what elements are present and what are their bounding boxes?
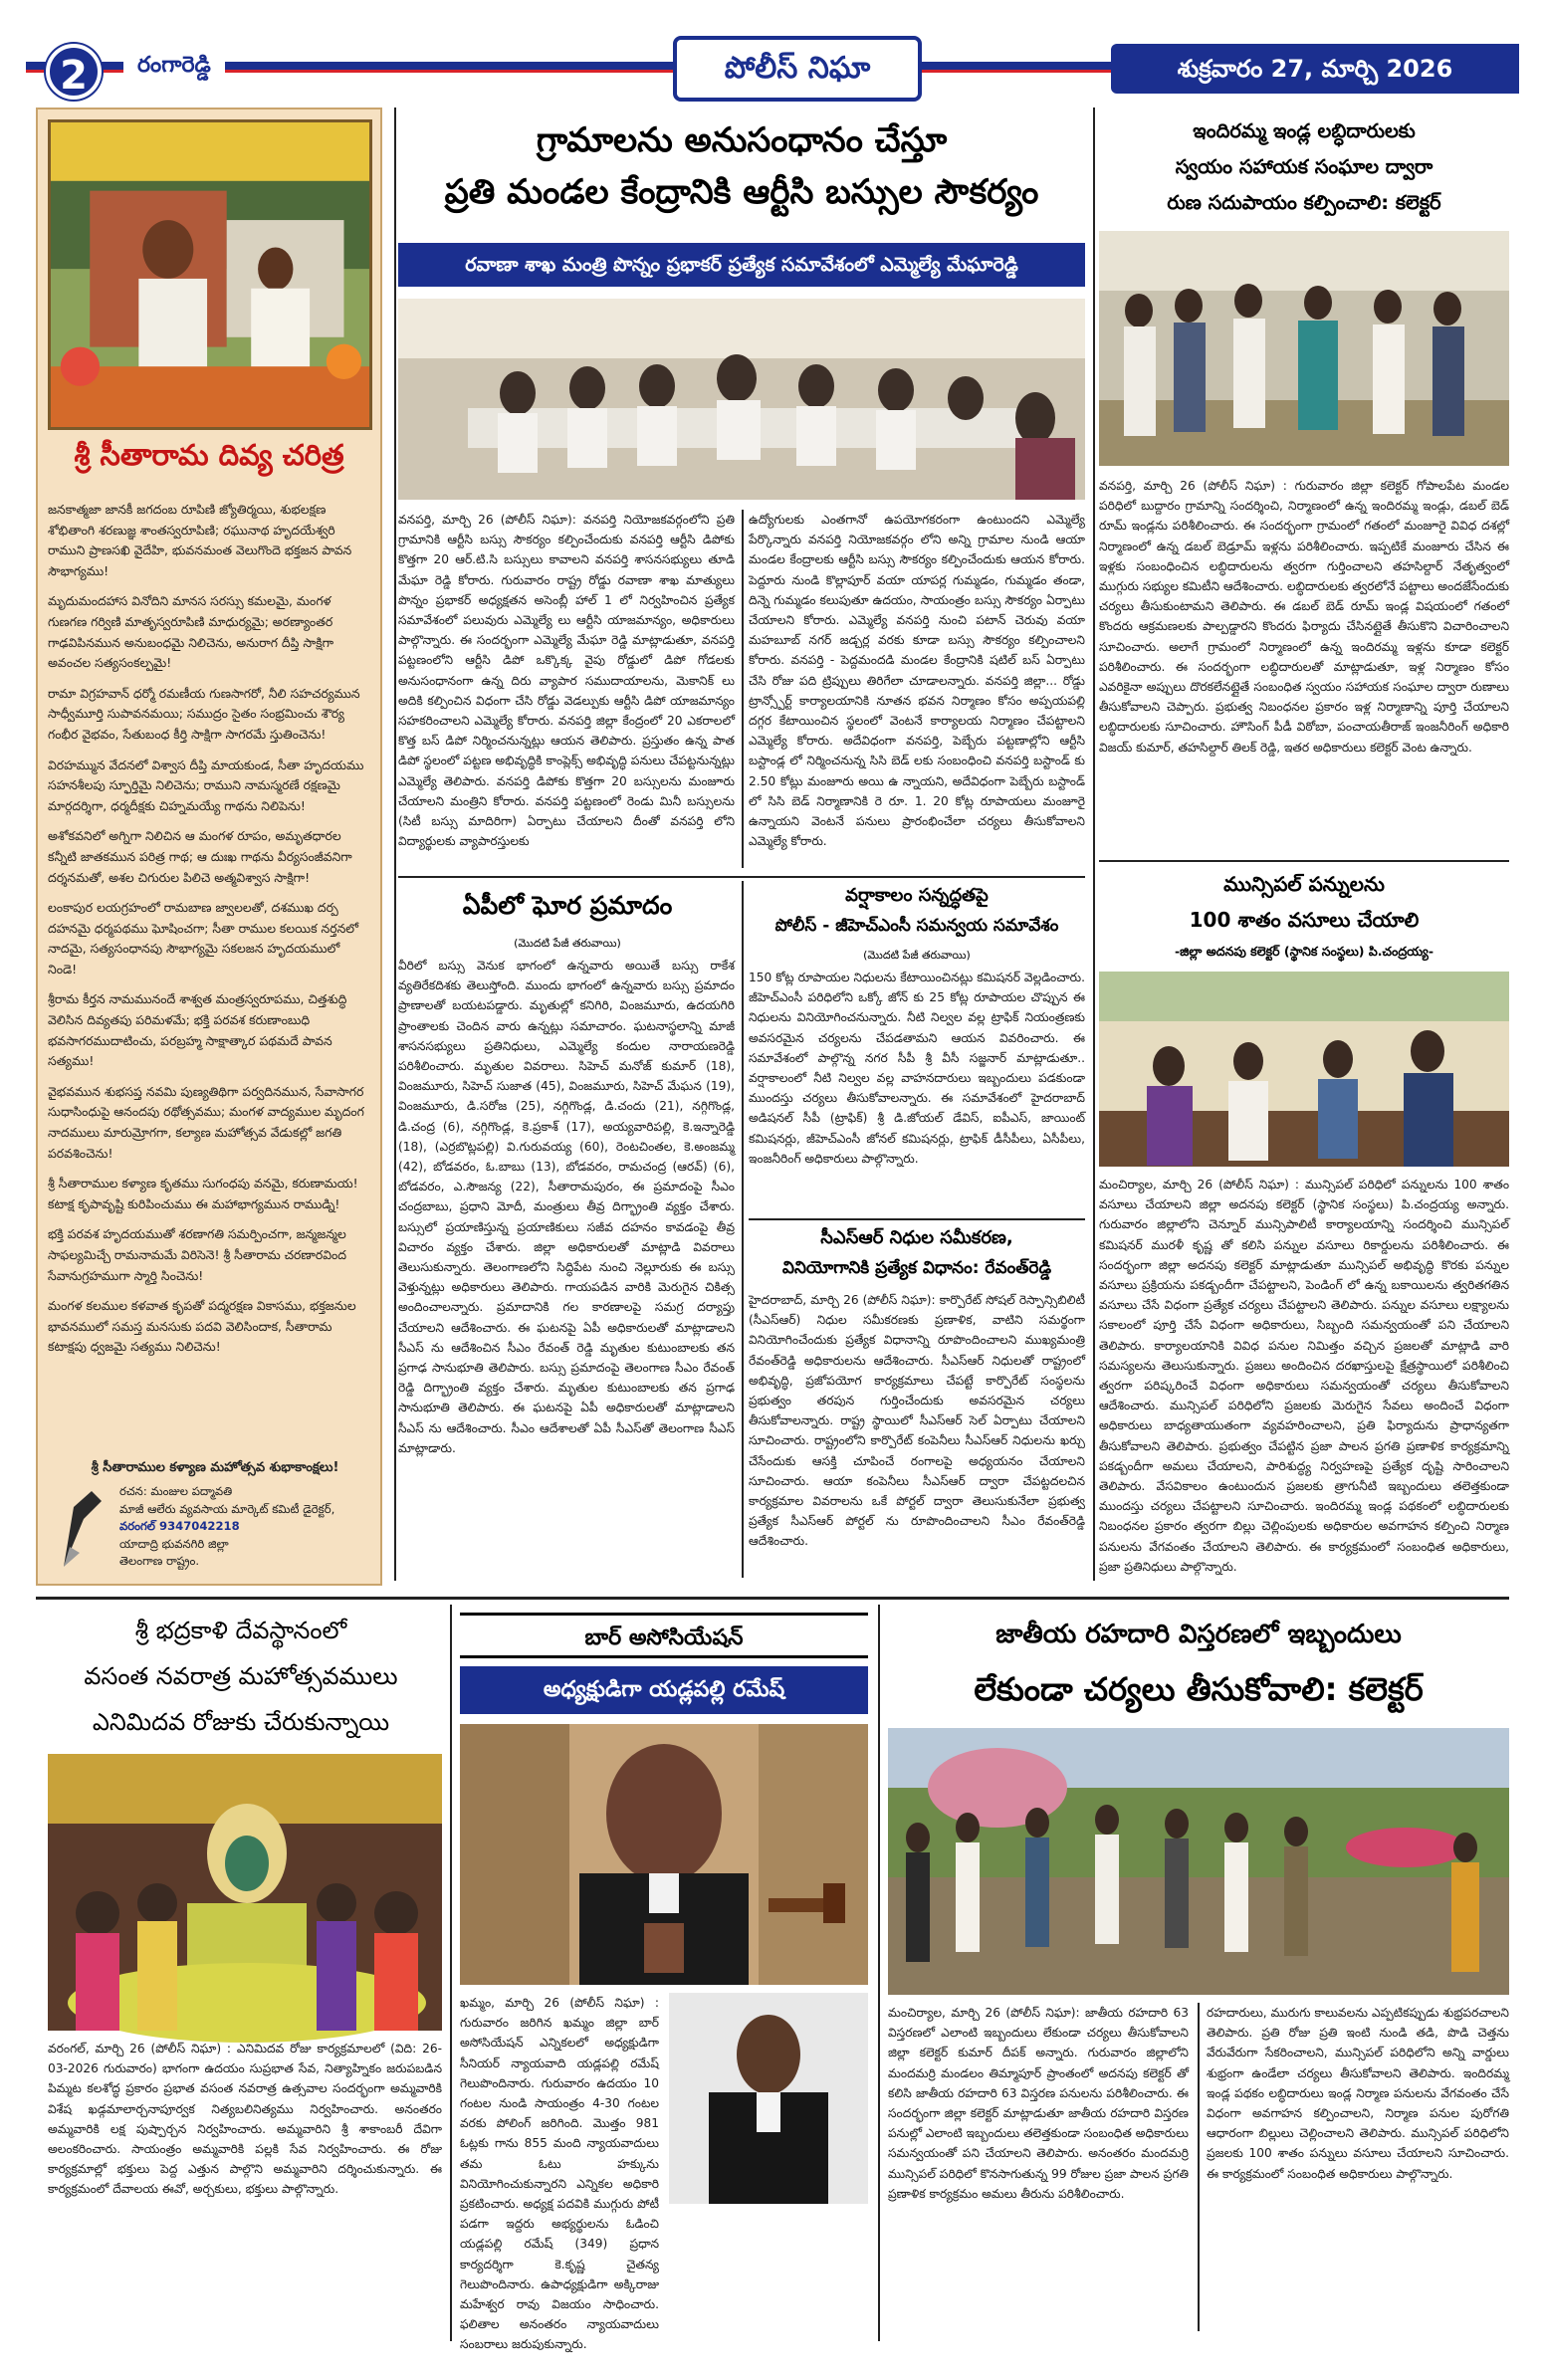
district-label: రంగారెడ్డి <box>123 46 225 86</box>
column-rule <box>1093 108 1095 1581</box>
author-box <box>48 1483 372 1579</box>
ap-accident-body: వీరిలో బస్సు వెనుక భాగంలో ఉన్నవారు అయితే బస్సు రాకేశ వ్యతిరేకదిశకు తెలుస్తోంది. ముందు భాగంలో ఉన్నవారు బస్సు ప్రమాదం ప్రాణాలతో బయటపడ్డారు. మృతుల్లో కనిగిరి, వింజమూరు, ఉదయగిరి ప్రాంతాలకు చెందిన వారు ఉన్నట్లు సమాచారం. ఘటనాస్థలాన్ని మాజీ శాసనసభ్యులు ప్రతినిధులు, ఎమ్మెల్యే కందుల నారాయణరెడ్డి పరిశీలించారు. మృతుల వివరాలు. సిహెచ్ మనోజ్ కుమార్ (18), వింజమూరు, సిహెచ్ సుజాత (45), వింజమూరు, సిహెచ్ మేఘన (19), వింజమూరు, డి.సరోజ (25), నగ్గిగొండ్ల, డి.చందు (21), నగ్గిగొండ్ల, డి.చంద్ర (6), నగ్గిగొండ్ల, కె.ప్రకాశ్ (17), అయ్యవారిపల్లి, కె.ఇన్నారెడ్డి (18), (ఎర్రబొట్లపల్లి) వి.గురువయ్య (60), రెంటచింతల, కె.అంజమ్మ (42), బోడవరం, ఓ.బాబు (13), బోడవరం, రామచంద్ర (ఆరవ్) (6), బోడవరం, ఎ.సౌజన్య (22), సీతారామపురం, ఈ ప్రమాదంపై సీఎం చంద్రబాబు, ప్రధాని మోదీ, మంత్రులు తీవ్ర దిగ్భ్రాంతి వ్యక్తం చేశారు. బస్సులో ప్రయాణిస్తున్న ప్రయాణికులు సజీవ దహనం కావడంపై తీవ్ర విచారం వ్యక్తం చేశారు. జిల్లా అధికారులతో మాట్లాడి వివరాలు తెలుసుకున్నారు. తెలంగాణలోని సిద్ధిపేట నుంచి నెల్లూరుకు ఈ బస్సు వెళ్తున్నట్లు అధికారులు తెలిపారు. గాయపడిన వారికి మెరుగైన చికిత్స అందించాలన్నారు. ప్రమాదానికి గల కారణాలపై సమగ్ర దర్యాప్తు చేయాలని ఆదేశించారు. ఈ ఘటనపై ఏపీ అధికారులతో మాట్లాడాలని సీఎస్ ను ఆదేశించిన సీఎం రేవంత్ రెడ్డి మృతుల కుటుంబాలకు తన ప్రగాఢ సానుభూతి తెలిపారు. బస్సు ప్రమాదంపై తెలంగాణ సీఎం రేవంత్ రెడ్డి దిగ్భ్రాంతి వ్యక్తం చేశారు. మృతుల కుటుంబాలకు తన ప్రగాఢ సానుభూతి తెలిపారు. ఈ ఘటనపై ఏపీ అధికారులతో మాట్లాడాలని సీఎస్ ను ఆదేశించారు. సీఎం ఆదేశాలతో ఏపీ సీఎస్‌తో తెలంగాణ సీఎస్ మాట్లాడారు. <box>398 959 735 1455</box>
poem-stanza: వైభవమున శుభసప్త నవమి పుణ్యతిథిగా పర్వదినమున, సేవాసాగర సుధాసింధుపై ఆనందపు రథోత్సవము; మంగళ వాద్యముల మృదంగ నాదములు మారుమ్రోగగా, కల్యాణ మహోత్సవ వేడుకల్లో జగతి పరవశించెను! <box>48 1083 364 1161</box>
bar-headline-2: అధ్యక్షుడిగా యడ్లపల్లి రమేష్ <box>460 1666 868 1714</box>
highway-headline-1: జాతీయ రహదారి విస్తరణలో ఇబ్బందులు <box>995 1620 1402 1649</box>
csr-body: హైదరాబాద్, మార్చి 26 (పోలీస్ నిఘా): కార్పొరేట్ సోషల్ రెస్పాన్సిబిలిటీ (సీఎస్ఆర్) నిధుల సమీకరణకు ప్రణాళిక, వాటిని సమర్థంగా వినియోగించేందుకు ప్రత్యేక విధానాన్ని రూపొందించాలని ముఖ్యమంత్రి రేవంత్‌రెడ్డి అధికారులను ఆదేశించారు. సీఎస్ఆర్ నిధులతో రాష్ట్రంలో అభివృద్ధి, ప్రజోపయోగ కార్యక్రమాలు చేపట్టే కార్పొరేట్ సంస్థలను ప్రభుత్వం తరపున గుర్తించేందుకు అవసరమైన చర్యలు తీసుకోవాలన్నారు. రాష్ట్ర స్థాయిలో సీఎస్ఆర్ సెల్ ఏర్పాటు చేయాలని సూచించారు. రాష్ట్రంలోని కార్పొరేట్ కంపెనీలు సీఎస్ఆర్ నిధులను ఖర్చు చేసేందుకు ఆసక్తి చూపించే రంగాలపై అధ్యయనం చేయాలని సూచించారు. ఆయా కంపెనీలు సీఎస్ఆర్ ద్వారా చేపట్టదలచిన కార్యక్రమాల వివరాలను ఒకే పోర్టల్ ద్వారా తెలుసుకునేలా ప్రభుత్వ ప్రత్యేక సీఎస్ఆర్ పోర్టల్ ను రూపొందించాలని సీఎం రేవంత్‌రెడ్డి ఆదేశించారు. <box>749 1293 1085 1549</box>
indiramma-body: వనపర్తి, మార్చి 26 (పోలీస్ నిఘా) : గురువారం జిల్లా కలెక్టర్ గోపాలపేట మండల పరిధిలో బుద్దారం గ్రామాన్ని సందర్శించి, నిర్మాణంలో ఉన్న ఇందిరమ్మ ఇండ్లు, డబల్ బెడ్ రూమ్ ఇండ్లను పరిశీలించారు. ఈ సందర్భంగా గ్రామంలో గతంలో మంజూరై వివిధ దశల్లో నిర్మాణంలో ఉన్న డబల్ బెడ్రూమ్ ఇళ్లను పరిశీలించారు. ఇప్పటికే మంజూరు చేసిన ఈ ఇళ్లకు సంబంధించిన లబ్ధిదారులను త్వరగా గుర్తించాలని తహసిల్దార్ నేతృత్వంలో ముగ్గురు సభ్యుల కమిటీని ఆదేశించారు. లబ్ధిదారులకు త్వరలోనే పట్టాలు అందజేసేందుకు చర్యలు తీసుకుంటామని తెలిపారు. ఈ డబల్ బెడ్ రూమ్ ఇండ్ల విషయంలో గతంలో కొందరు ఆక్రమణలకు పాల్పడ్డారని కొందరు ఫిర్యాదు చేసినట్లైతే తీసుకొని విచారించాలని సూచించారు. అలాగే గ్రామంలో నిర్మాణంలో ఉన్న ఇందిరమ్మ ఇళ్లను కూడా కలెక్టర్ పరిశీలించారు. ఈ సందర్భంగా లబ్ధిదారులతో మాట్లాడుతూ, ఇళ్ల నిర్మాణం కోసం ఎవరికైనా అప్పులు దొరకలేనట్లైతే సంబంధిత స్వయం సహాయక సంఘాల ద్వారా రుణాలు తీసుకోవాలని చెప్పారు. ప్రభుత్వ నిబంధనల ప్రకారం ఇళ్ల నిర్మాణాన్ని పూర్తి చేయాలని లబ్ధిదారులకు సూచించారు. హౌసింగ్ పీడీ విఠోబా, పంచాయతీరాజ్ ఇంజనీరింగ్ అధికారి విజయ్ కుమార్, తహసిల్దార్ తిలక్ రెడ్డి, ఇతర అధికారులు కలెక్టర్ వెంట ఉన్నారు. <box>1099 479 1509 755</box>
page-number: 2 <box>46 44 102 100</box>
author-line: మాజీ ఆలేరు వ్యవసాయ మార్కెట్ కమిటీ డైరెక్టర్, <box>119 1501 335 1516</box>
highway-body-col1: మంచిర్యాల, మార్చి 26 (పోలీస్ నిఘా): జాతీయ రహదారి 63 విస్తరణలో ఎలాంటి ఇబ్బందులు లేకుండా చర్యలు తీసుకోవాలని జిల్లా కలెక్టర్ కుమార్ దీపక్ అన్నారు. గురువారం జిల్లాలోని మందమర్రి మండలం తిమ్మాపూర్ ప్రాంతంలో అదనపు కలెక్టర్ తో కలిసి జాతీయ రహదారి 63 విస్తరణ పనులను పరిశీలించారు. ఈ సందర్భంగా జిల్లా కలెక్టర్ మాట్లాడుతూ జాతీయ రహదారి విస్తరణ పనుల్లో ఎలాంటి ఇబ్బందులు తలెత్తకుండా సంబంధిత అధికారులు సమన్వయంతో పని చేయాలని తెలిపారు. అనంతరం మందమర్రి మున్సిపల్ పరిధిలో కొనసాగుతున్న 99 రోజుల ప్రజా పాలన ప్రగతి ప్రణాళిక కార్యక్రమం అమలు తీరును పరిశీలించారు. <box>888 2006 1189 2201</box>
lead-headline: గ్రామాలను అనుసంధానం చేస్తూ <box>536 120 948 160</box>
meeting-photo <box>398 299 1085 500</box>
column-rule <box>742 881 744 1578</box>
author-line: వరంగల్ 9347042218 <box>119 1519 240 1534</box>
poem-stanza: శ్రీ సీతారాముల కళ్యాణ కృతము సుగంధపు వనమై, కరుణామయ! కటాక్ష కృపావృష్టి కురిపించుము ఈ మహాభాగ్యమున రాముడ్ని! <box>48 1176 358 1211</box>
municipal-headline-2: 100 శాతం వసూలు చేయాలి <box>1189 908 1420 932</box>
csr-headline-1: సీఎస్ఆర్ నిధుల సమీకరణ, <box>820 1227 1013 1248</box>
lead-subheadline: రవాణా శాఖ మంత్రి పొన్నం ప్రభాకర్ ప్రత్యేక సమావేశంలో ఎమ్మెల్యే మేఘారెడ్డి <box>398 243 1085 287</box>
column-rule <box>450 1605 452 2341</box>
indiramma-headline-3: రుణ సదుపాయం కల్పించాలి: కలెక్టర్ <box>1167 191 1441 214</box>
bar-body: ఖమ్మం, మార్చి 26 (పోలీస్ నిఘా) : గురువారం జరిగిన ఖమ్మం జిల్లా బార్ అసోసియేషన్ ఎన్నికలలో అధ్యక్షుడిగా సీనియర్ న్యాయవాది యడ్లపల్లి రమేష్ గెలుపొందినారు. గురువారం ఉదయం 10 గంటల నుండి సాయంత్రం 4-30 గంటల వరకు పోలింగ్ జరిగింది. మొత్తం 981 ఓట్లకు గాను 855 మంది న్యాయవాదులు తమ ఓటు హక్కును వినియోగించుకున్నారని ఎన్నికల అధికారి ప్రకటించారు. అధ్యక్ష పదవికి ముగ్గురు పోటీ పడగా ఇద్దరు అభ్యర్థులను ఓడించి యడ్లపల్లి రమేష్ (349) ప్రధాన కార్యదర్శిగా కె.కృష్ణ చైతన్య గెలుపొందినారు. ఉపాధ్యక్షుడిగా అక్కిరాజు మహేశ్వర రావు విజయం సాధించారు. ఫలితాల అనంతరం న్యాయవాదులు సంబరాలు జరుపుకున్నారు. <box>460 1996 659 2352</box>
lead-headline-2: ప్రతి మండల కేంద్రానికి ఆర్టీసి బస్సుల సౌకర్యం <box>444 172 1039 212</box>
advocate-portrait <box>460 1724 868 1985</box>
poem-stanza: శ్రీరామ కీర్తన నామమునందే శాశ్వత మంత్రస్వరూపము, చిత్తశుద్ధి వెలిసిన దివ్యతపు పరిమళమే; భక్తి పరవశ కరుణాంబుధి భవసాగరముదాటించు, పరబ్రహ్మ సాక్షాత్కార పథమదే పావన సత్యము! <box>48 991 347 1069</box>
poem-stanza: అశోకవనిలో అగ్నిగా నిలిచిన ఆ మంగళ రూపం, అమృతధారల కన్నీటి జాతకమున పరిత్ర గాథ; ఆ దుఃఖ గాథను వీర్యసంజీవనిగా దర్శనమతో, అశల చిగురుల పిలిచె అత్మవిశ్వాస సాక్షిగా! <box>48 828 352 885</box>
poem-stanza: లంకాపుర లయగ్రహంలో రామబాణ జ్వాలలతో, దశముఖ దర్ప దహనమై ధర్మపథము ఘోషించగా; సీతా రాముల కలయిక నర్తనలో నాదమై, సత్యసంధానపు సౌభాగ్యమై సకలజన హృదయములో నిండె! <box>48 900 359 976</box>
ritual-photo <box>48 119 372 430</box>
poem-stanza: మృదుమందహాస వినోదిని మానస సరస్సు కమలమై, మంగళ గుణగణ గర్విణి మాతృస్వరూపిణి మాధుర్యమై; అరణ్యాంతర గాఢవిపినమున అనుబంధమై నిలిచెను, అనురాగ దీప్తి సాక్షిగా అవంచల సత్యసంకల్పమై! <box>48 593 334 671</box>
section-rule <box>398 876 1085 878</box>
author-line: యాదాద్రి భువనగిరి జిల్లా <box>119 1536 229 1551</box>
municipal-body: మంచిర్యాల, మార్చి 26 (పోలీస్ నిఘా) : మున్సిపల్ పరిధిలో పన్నులను 100 శాతం వసూలు చేయాలని జిల్లా అదనపు కలెక్టర్ (స్థానిక సంస్థలు) పి.చంద్రయ్య అన్నారు. గురువారం జిల్లాలోని చెన్నూర్ మున్సిపాలిటీ కార్యాలయాన్ని సందర్శించి మున్సిపల్ కమిషనర్ మురళీ కృష్ణ తో కలిసి పన్నుల వసూలు రికార్డులను పరిశీలించారు. ఈ సందర్భంగా జిల్లా అదనపు కలెక్టర్ మాట్లాడుతూ మున్సిపల్ అభివృద్ధి కొరకు పన్నుల వసూలు ప్రక్రియను పకడ్బందీగా చేపట్టాలని, పెండింగ్ లో ఉన్న బకాయిలను త్వరితగతిన వసూలు చేసే విధంగా ప్రత్యేక చర్యలు చేపట్టాలని తెలిపారు. పన్నుల వసూలు లక్ష్యాలను సకాలంలో పూర్తి చేసే విధంగా అధికారులు, సిబ్బంది సమన్వయంతో పని చేయాలని తెలిపారు. కార్యాలయానికి వివిధ పనుల నిమిత్తం వచ్చిన ప్రజలతో మాట్లాడి వారి సమస్యలను తెలుసుకున్నారు. ప్రజలు అందించిన దరఖాస్తులపై క్షేత్రస్థాయిలో పరిశీలించి త్వరగా పరిష్కరించే విధంగా అధికారులు సమన్వయంతో చర్యలు తీసుకోవాలని ఆదేశించారు. మున్సిపల్ పరిధిలోని ప్రజలకు మెరుగైన సేవలు అందించే విధంగా అధికారులు బాధ్యతాయుతంగా వ్యవహరించాలని, ప్రతి ఫిర్యాదును ప్రాధాన్యతగా తీసుకోవాలని తెలిపారు. ప్రభుత్వం చేపట్టిన ప్రజా పాలన ప్రగతి ప్రణాళిక కార్యక్రమాన్ని పకడ్బందీగా అమలు చేయాలని, పారిశుద్ధ్య నిర్వహణపై ప్రత్యేక దృష్టి సారించాలని తెలిపారు. వేసవికాలం ఉంటుందున ప్రజలకు త్రాగునీటి ఇబ్బందులు తలెత్తకుండా ముందస్తు చర్యలు చేపట్టాలని సూచించారు. ఇందిరమ్మ ఇండ్ల పథకంలో లబ్ధిదారులకు నిబంధనల ప్రకారం త్వరగా బిల్లు చెల్లింపులకు అధికారుల అవగాహన కల్పించి నిర్మాణ పనులను వేగవంతం చేయాలని తెలిపారు. ఈ కార్యక్రమంలో సంబంధిత అధికారులు, ప్రజా ప్రతినిధులు పాల్గొన్నారు. <box>1099 1178 1509 1574</box>
devotional-footer: శ్రీ సీతారాముల కళ్యాణ మహోత్సవ శుభాకాంక్షలు! <box>91 1460 339 1475</box>
municipal-headline-1: మున్సిపల్ పన్నులను <box>1223 872 1385 896</box>
paper-name: పోలీస్ నిఘా <box>673 36 922 102</box>
section-rule <box>36 1597 1509 1600</box>
poem-stanza: మంగళ కలముల కళవాత కృపతో పద్మరక్షణ వికాసము, భక్తజనుల భావనములో సమస్త మనసుకు పదవి వెలిసిందాక, సీతారామ కటాక్షపు ధ్వజమై సత్యము నిలిచెను! <box>48 1298 356 1355</box>
monsoon-body: 150 కోట్ల రూపాయల నిధులను కేటాయించినట్లు కమిషనర్ వెల్లడించారు. జీహెచ్ఎంసీ పరిధిలోని ఒక్కో జోన్ కు 25 కోట్ల రూపాయల చొప్పున ఈ నిధులను వినియోగించనున్నారు. నీటి నిల్వల వల్ల ట్రాఫిక్ నియంత్రణకు అవసరమైన చర్యలను చేపడతామని ఆయన వివరించారు. ఈ సమావేశంలో పాల్గొన్న నగర సీపీ శ్రీ వీసీ సజ్జనార్ మాట్లాడుతూ.. వర్షాకాలంలో నీటి నిల్వల వల్ల వాహనదారులు ఇబ్బందులు పడకుండా ముందస్తు చర్యలు తీసుకోవాలన్నారు. ఈ సమావేశంలో హైదరాబాద్ అడిషనల్ సీపీ (ట్రాఫిక్) శ్రీ డి.జోయల్ డేవిస్, ఐపీఎస్, జాయింట్ కమిషనర్లు, జీహెచ్ఎంసీ జోనల్ కమిషనర్లు, ట్రాఫిక్ డీసీపీలు, ఏసీపీలు, ఇంజనీరింగ్ అధికారులు పాల్గొన్నారు. <box>749 971 1085 1166</box>
highway-inspection-photo <box>888 1728 1509 1995</box>
column-rule <box>878 1605 880 2341</box>
poem-stanza: విరహమ్మున వేదనలో విశ్వాస దీప్తి మాయకుండ, సీతా హృదయము సహనశీలపు స్ఫూర్తిమై నిలిచెను; రాముని నామస్మరణే రక్షణమై మార్గదర్శిగా, ధర్మదీక్షకు చిహ్నమయ్యే గాథను నిలిపెను! <box>48 757 364 813</box>
column-rule <box>742 510 744 868</box>
poem-stanza: జనకాత్మజా జానకీ జగదంబ రూపిణి జ్యోతిర్మయి, శుభలక్షణ శోభితాంగి శరణుజ్ఞ శాంతస్వరూపిణి; రఘునాథ హృదయేశ్వరి రాముని ప్రాణసఖి వైదేహి, భువనమంత వెలుగొందె భక్తజన పావన సౌభాగ్యము! <box>48 502 352 578</box>
monsoon-continued: (మొదటి పేజీ తరువాయి) <box>863 949 971 962</box>
poem-stanza: రామా విగ్రహవాన్ ధర్మో రమణీయ గుణసాగరో, నీలి సహచర్యమున సాధ్వీమూర్తి సుపావనమయి; సముద్రం సైతం సంభ్రమించు శౌర్య గంభీర వైభవం, సేతుబంధ కీర్తి సాక్షిగా సాగరమే స్తుతించెను! <box>48 685 360 742</box>
csr-headline-2: వినియోగానికి ప్రత్యేక విధానం: రేవంత్‌రెడ్డి <box>781 1258 1052 1278</box>
bhadrakali-headline-3: ఎనిమిదవ రోజుకు చేరుకున్నాయి <box>92 1708 390 1736</box>
pen-icon <box>54 1487 113 1573</box>
devotional-poem <box>48 500 372 1368</box>
indiramma-headline-2: స్వయం సహాయక సంఘాల ద్వారా <box>1175 155 1433 178</box>
bar-headline-1: బార్ అసోసియేషన్ <box>460 1613 868 1658</box>
author-credit <box>119 1483 368 1571</box>
author-line: తెలంగాణ రాష్ట్రం. <box>119 1554 200 1569</box>
section-rule <box>1099 860 1509 862</box>
devotional-title: శ్రీ సీతారామ దివ్య చరిత్ర <box>74 438 344 472</box>
column-rule <box>394 108 396 1581</box>
issue-date: శుక్రవారం 27, మార్చి 2026 <box>1111 44 1519 94</box>
section-rule <box>749 1218 1085 1220</box>
municipal-byline: -జిల్లా అదనపు కలెక్టర్ (స్థానిక సంస్థలు) పి.చంద్రయ్య- <box>1174 944 1434 959</box>
highway-headline-2: లేకుండా చర్యలు తీసుకోవాలి: కలెక్టర్ <box>974 1670 1424 1708</box>
municipal-office-photo <box>1099 972 1509 1167</box>
poem-stanza: భక్తి పరవశ హృదయముతో శరణాగతి సమర్పించగా, జన్మజన్మల సాఫల్యమిచ్చే రామనామమే విరిసెనె! శ్రీ సీతారామ చరణారవింద సేవానుగ్రహముగా స్మార్తి సించెను! <box>48 1226 347 1283</box>
lead-body-col2: ఉద్యోగులకు ఎంతగానో ఉపయోగకరంగా ఉంటుందని ఎమ్మెల్యే పేర్కొన్నారు వనపర్తి నియోజకవర్గం లోని అన్ని గ్రామాల నుండి ఆయా మండల కేంద్రాలకు ఆర్టీసి బస్సు సౌకర్యం కల్పించేందుకు ఆయన కోరారు. పెద్దూరు నుండి కొల్లాపూర్ వయా యాపర్ల గుమ్మడం, గుమ్మడం తండా, దిన్నె గుమ్మడం కలుపుతూ ఉదయం, సాయంత్రం బస్సు సౌకర్యం ఏర్పాటు చేయాలని కోరారు. ఎమ్మెల్యే వనపర్తి నుంచి పటాన్ చెరువు వయా మహబూబ్ నగర్ జడ్చర్ల వరకు కూడా బస్సు సౌకర్యం కల్పించాలని కోరారు. వనపర్తి - పెద్దమందడి మండల కేంద్రానికి షటిల్ బస్ ఏర్పాటు చేసి రోజు పది ట్రిప్పులు తిరిగేలా చూడాలన్నారు. వనపర్తి జిల్లా... రోడ్డు ట్రాన్స్పోర్ట్ కార్యాలయానికి నూతన భవన నిర్మాణం కోసం అప్పయపల్లి దగ్గర కేటాయించిన స్థలంలో వెంటనే కార్యాలయ నిర్మాణం చేపట్టాలని ఎమ్మెల్యే కోరారు. అదేవిధంగా వనపర్తి, పెబ్బేరు పట్టణాల్లోని ఆర్టీసి బస్టాండ్ల లో నిర్మించనున్న సిసి బెడ్ లకు సంబంధించి వనపర్తి బస్టాండ్ కు 2.50 కోట్లు మంజూరు అయి ఉ న్నాయని, అదేవిధంగా పెబ్బేరు బస్టాండ్ లో సిసి బెడ్ నిర్మాణానికి రె రూ. 1. 20 కోట్ల రూపాయలు మంజూరై ఉన్నాయని వెంటనే పనులు ప్రారంభించేలా చర్యలు తీసుకోవాలని ఎమ్మెల్యే కోరారు. <box>749 513 1086 849</box>
bhadrakali-body: వరంగల్, మార్చి 26 (పోలీస్ నిఘా) : ఎనిమిదవ రోజు కార్యక్రమాలలో (విది: 26-03-2026 గురువారం) భాగంగా ఉదయం సుప్రభాత సేవ, నిత్యాహ్నికం జరుపబడిన పిమ్మట కలశోద్ధ ప్రకారం ప్రభాత వసంత నవరాత్ర ఉత్సవాల సందర్భంగా అమ్మవారికి విశేష ఖడ్గమాలార్చనాపూర్వక నిత్యబలినిత్యము నిర్వహించారు. అనంతరం అమ్మవారికి లక్ష పుష్పార్చన నిర్వహించారు. అమ్మవారిని శ్రీ శాకాంబరీ దేవిగా అలంకరించారు. సాయంత్రం అమ్మవారికి పల్లకి సేవ నిర్వహించారు. ఈ రోజు కార్యక్రమాల్లో భక్తులు పెద్ద ఎత్తున పాల్గొని అమ్మవారిని దర్శించుకున్నారు. ఈ కార్యక్రమంలో దేవాలయ ఈవో, అర్చకులు, భక్తులు పాల్గొన్నారు. <box>48 2042 442 2197</box>
bhadrakali-headline-1: శ్రీ భద్రకాళి దేవస్థానంలో <box>134 1617 347 1644</box>
indiramma-headline-1: ఇందిరమ్మ ఇండ్ల లబ్ధిదారులకు <box>1193 119 1416 142</box>
author-line: రచన: మంజుల పద్మావతి <box>119 1484 233 1498</box>
ap-accident-continued: (మొదటి పేజీ తరువాయి) <box>514 937 621 950</box>
ap-accident-headline: ఏపీలో ఘోర ప్రమాదం <box>462 891 673 920</box>
collector-visit-photo <box>1099 231 1509 466</box>
goddess-photo <box>48 1754 442 2031</box>
lead-body-col1: వనపర్తి, మార్చి 26 (పోలీస్ నిఘా): వనపర్తి నియోజకవర్గంలోని ప్రతి గ్రామానికి ఆర్టీసి బస్సు సౌకర్యం కల్పించేందుకు వనపర్తి ఆర్టీసి డిపోకు కొత్తగా 20 ఆర్.టి.సి బస్సులు కావాలని వనపర్తి శాసనసభ్యులు తూడి మేఘా రెడ్డి కోరారు. గురువారం రాష్ట్ర రోడ్డు రవాణా శాఖ మాత్యులు పొన్నం ప్రభాకర్ అధ్యక్షతన అసెంబ్లీ హాల్ 1 లో నిర్వహించిన ప్రత్యేక సమావేశంలో పలువురు ఎమ్మెల్యే లు ఆర్టీసి యాజమాన్యం, అధికారులు పాల్గొన్నారు. ఈ సందర్భంగా ఎమ్మెల్యే మేఘా రెడ్డి మాట్లాడుతూ, వనపర్తి పట్టణంలోని ఆర్టీసి డిపో ఒక్కొక్క వైపు రోడ్డులో డిపో గోడలకు అనుసంధానంగా ఉన్న దిరు వ్యాపార సముదాయాలను, మెకానిక్ లు అదికి కల్పించిన విధంగా చేసి రోడ్డు వెడల్పుకు ఆర్టీసి డిపో యాజమాన్యం సహకరించాలని ఎమ్మెల్యే కోరారు. వనపర్తి జిల్లా కేంద్రంలో 20 ఎకరాలలో కొత్త బస్ డిపో నిర్మించనున్నట్లు ఆయన తెలిపారు. ప్రస్తుతం ఉన్న పాత డిపో స్థలంలో పట్టణ అభివృద్ధికి కాంప్లెక్స్ అభివృద్ధి పనులు చేపట్టనున్నట్లు ఎమ్మెల్యే తెలిపారు. వనపర్తి డిపోకు కొత్తగా 20 బస్సులను మంజూరు చేయాలని మంత్రిని కోరారు. వనపర్తి పట్టణంలో రెండు మినీ బస్సులను (సిటీ బస్సు మాదిరిగా) ఏర్పాటు చేయాలని దీంతో వనపర్తి లోని విద్యార్థులకు వ్యాపారస్తులకు <box>398 513 735 849</box>
monsoon-headline-1: వర్షాకాలం సన్నద్ధతపై <box>845 885 989 906</box>
advocate-photo <box>669 1993 868 2204</box>
masthead <box>26 36 1519 99</box>
column-rule <box>1198 2003 1200 2331</box>
bhadrakali-headline-2: వసంత నవరాత్ర మహోత్సవములు <box>84 1662 398 1690</box>
highway-body-col2: రహదారులు, మురుగు కాలువలను ఎప్పటికప్పుడు శుభ్రపరచాలని తెలిపారు. ప్రతి రోజు ప్రతి ఇంటి నుండి తడి, పొడి చెత్తను వేరువేరుగా సేకరించాలని, మున్సిపల్ పరిధిలోని అన్ని వార్డులు శుభ్రంగా ఉండేలా చర్యలు తీసుకోవాలని తెలిపారు. ఇందిరమ్మ ఇండ్ల పథకం లబ్ధిదారులు ఇండ్ల నిర్మాణ పనులను వేగవంతం చేసే విధంగా అవగాహన కల్పించాలని, నిర్మాణ పనుల పురోగతి ఆధారంగా బిల్లులు చెల్లించాలని తెలిపారు. మున్సిపల్ పరిధిలోని ప్రజలకు 100 శాతం పన్నులు వసూలు చేయాలని సూచించారు. ఈ కార్యక్రమంలో సంబంధిత అధికారులు పాల్గొన్నారు. <box>1207 2006 1509 2181</box>
monsoon-headline-2: పోలీస్ - జీహెచ్ఎంసీ సమన్వయ సమావేశం <box>774 916 1059 936</box>
